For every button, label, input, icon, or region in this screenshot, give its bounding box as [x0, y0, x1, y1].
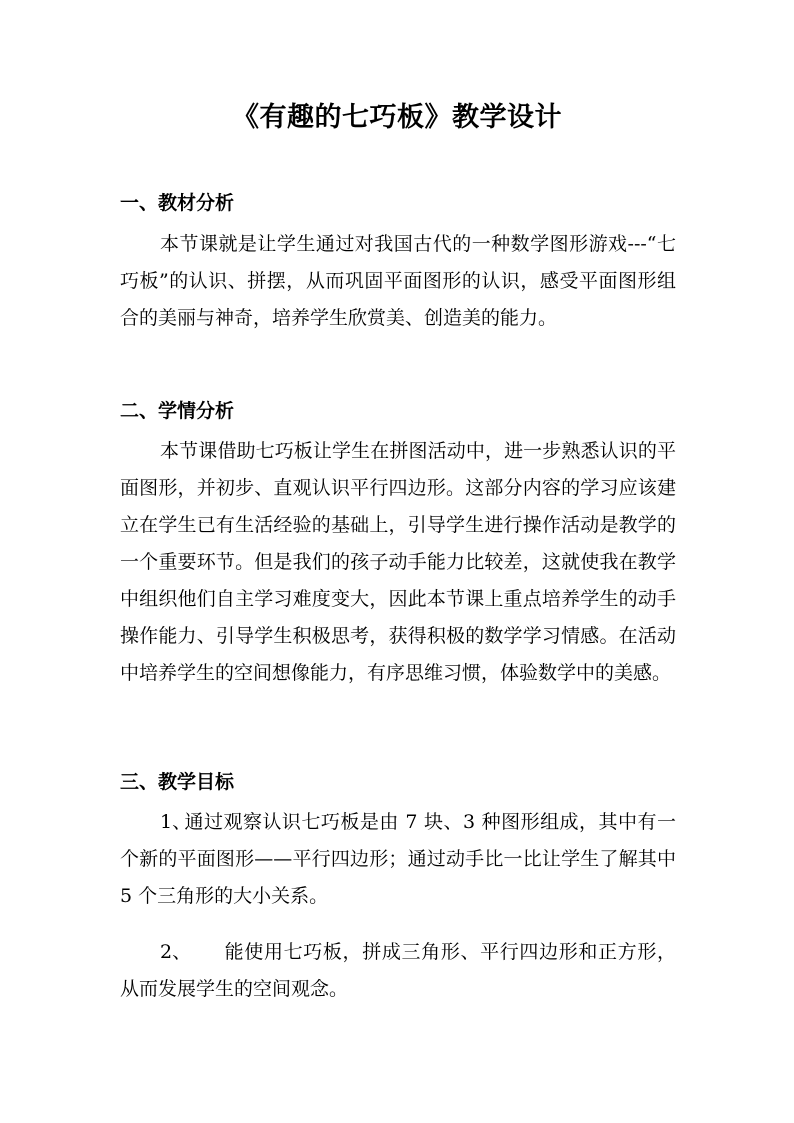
section-heading-learner-analysis: 二、学情分析	[120, 400, 235, 422]
objective-text-1: 通过观察认识七巧板是由 7 块、3 种图形组成，其中有一个新的平面图形——平行四边形；通过动手比一比让学生了解其中 5 个三角形的大小关系。	[120, 811, 676, 907]
objective-number-1: 1、	[160, 811, 192, 833]
paragraph-textbook-analysis: 本节课就是让学生通过对我国古代的一种数学图形游戏---“七巧板”的认识、拼摆，从而巩固平面图形的认识，感受平面图形组合的美丽与神奇，培养学生欣赏美、创造美的能力。	[120, 233, 676, 329]
objective-item-1	[120, 804, 676, 915]
objective-item-2	[120, 934, 676, 1008]
section-heading-teaching-objectives: 三、教学目标	[120, 771, 235, 793]
objective-text-2: 能使用七巧板，拼成三角形、平行四边形和正方形，从而发展学生的空间观念。	[120, 941, 676, 1000]
objective-number-2: 2、	[160, 941, 192, 963]
document-title: 《有趣的七巧板》教学设计	[232, 102, 562, 133]
section-heading-textbook-analysis: 一、教材分析	[120, 192, 235, 214]
paragraph-learner-analysis: 本节课借助七巧板让学生在拼图活动中，进一步熟悉认识的平面图形，并初步、直观认识平行四边形。这部分内容的学习应该建立在学生已有生活经验的基础上，引导学生进行操作活动是教学的一个重要环节。但是我们的孩子动手能力比较差，这就使我在教学中组织他们自主学习难度变大，因此本节课上重点培养学生的动手操作能力、引导学生积极思考，获得积极的数学学习情感。在活动中培养学生的空间想像能力，有序思维习惯，体验数学中的美感。	[120, 440, 676, 684]
